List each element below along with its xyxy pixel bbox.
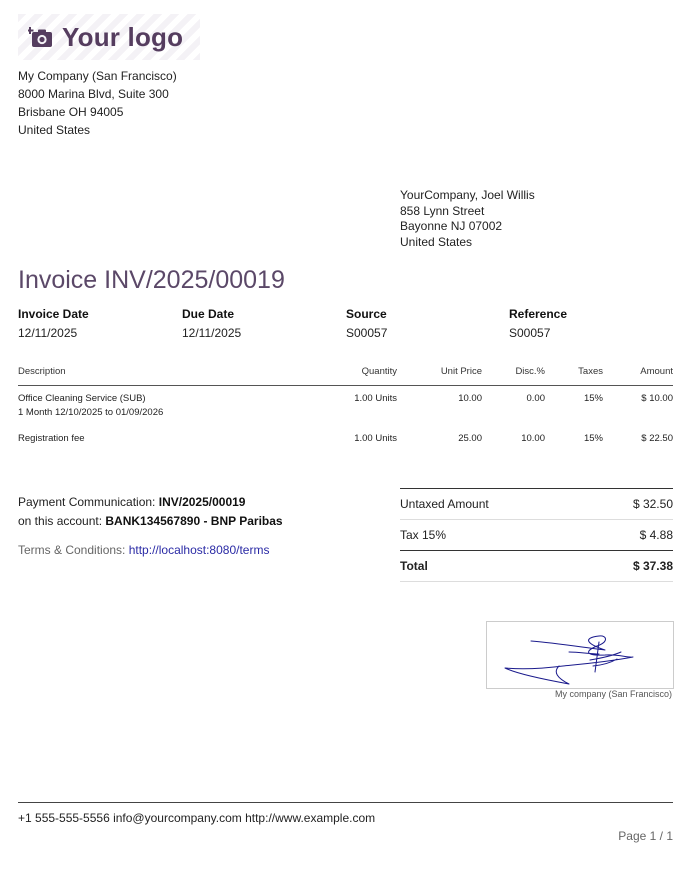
footer-divider: [18, 802, 673, 803]
company-address-line: My Company (San Francisco): [18, 69, 177, 83]
line-taxes: 15%: [583, 393, 603, 404]
total-row: [400, 551, 673, 582]
line-unit-price: 10.00: [458, 393, 482, 404]
due-date-block: [182, 305, 241, 343]
table-row: [18, 392, 673, 422]
signature-image: [487, 622, 673, 688]
company-address-line: 8000 Marina Blvd, Suite 300: [18, 87, 169, 101]
reference-label: Reference: [509, 307, 568, 321]
column-header-discount: Disc.%: [515, 366, 545, 377]
line-discount: 0.00: [526, 393, 545, 404]
terms-label: Terms & Conditions:: [18, 543, 129, 557]
footer-contact: +1 555-555-5556 info@yourcompany.com http://www.example.com: [18, 811, 376, 825]
payment-account-value: BANK134567890 - BNP Paribas: [105, 514, 283, 528]
table-row: [18, 432, 673, 448]
total-label: Total: [400, 559, 428, 573]
customer-address: [400, 188, 535, 250]
line-discount: 10.00: [521, 433, 545, 444]
customer-address-line: United States: [400, 234, 473, 249]
column-header-description: Description: [18, 366, 66, 377]
column-header-unit-price: Unit Price: [440, 366, 482, 377]
column-header-amount: Amount: [640, 366, 673, 377]
line-taxes: 15%: [583, 433, 603, 444]
company-address: [18, 67, 177, 139]
source-value: S00057: [346, 326, 388, 340]
company-address-line: United States: [18, 123, 91, 137]
payment-communication-value: INV/2025/00019: [158, 495, 246, 509]
untaxed-amount-label: Untaxed Amount: [400, 497, 489, 511]
column-header-taxes: Taxes: [578, 366, 603, 377]
untaxed-amount-value: $ 32.50: [632, 497, 673, 511]
tax-value: $ 4.88: [639, 528, 673, 542]
source-block: [346, 305, 387, 343]
due-date-value: 12/11/2025: [182, 326, 242, 340]
page-number: Page 1 / 1: [618, 829, 673, 843]
customer-address-line: YourCompany, Joel Willis: [400, 188, 535, 202]
column-header-quantity: Quantity: [361, 366, 397, 377]
line-amount: $ 10.00: [641, 393, 673, 404]
totals-block: [400, 488, 673, 582]
invoice-date-label: Invoice Date: [18, 307, 89, 321]
line-subdescription: 1 Month 12/10/2025 to 01/09/2026: [18, 407, 164, 418]
reference-block: [509, 305, 567, 343]
tax-row: [400, 520, 673, 551]
company-logo: [18, 14, 200, 60]
line-unit-price: 25.00: [458, 433, 482, 444]
payment-account-label: on this account:: [18, 514, 106, 528]
invoice-date-value: 12/11/2025: [18, 326, 78, 340]
line-quantity: 1.00 Units: [354, 393, 397, 404]
logo-text: Your logo: [62, 21, 184, 52]
camera-plus-icon: [28, 24, 54, 50]
line-quantity: 1.00 Units: [354, 433, 397, 444]
customer-address-line: 858 Lynn Street: [400, 203, 485, 218]
due-date-label: Due Date: [182, 307, 235, 321]
signature-box: [486, 621, 674, 689]
payment-info: [18, 493, 283, 531]
untaxed-amount-row: [400, 488, 673, 520]
terms-link[interactable]: http://localhost:8080/terms: [128, 543, 270, 557]
terms-and-conditions: [18, 543, 269, 557]
line-amount: $ 22.50: [641, 433, 673, 444]
source-label: Source: [346, 307, 387, 321]
line-description: Office Cleaning Service (SUB): [18, 393, 146, 404]
company-address-line: Brisbane OH 94005: [18, 105, 124, 119]
total-value: $ 37.38: [632, 559, 673, 573]
invoice-lines-header: [18, 365, 673, 386]
reference-value: S00057: [509, 326, 551, 340]
invoice-title: Invoice INV/2025/00019: [18, 266, 285, 294]
invoice-date-block: [18, 305, 89, 343]
customer-address-line: Bayonne NJ 07002: [400, 219, 503, 233]
signature-name: My company (San Francisco): [554, 689, 672, 699]
payment-communication-label: Payment Communication:: [18, 495, 159, 509]
line-description: Registration fee: [18, 433, 85, 444]
tax-label: Tax 15%: [400, 528, 447, 542]
